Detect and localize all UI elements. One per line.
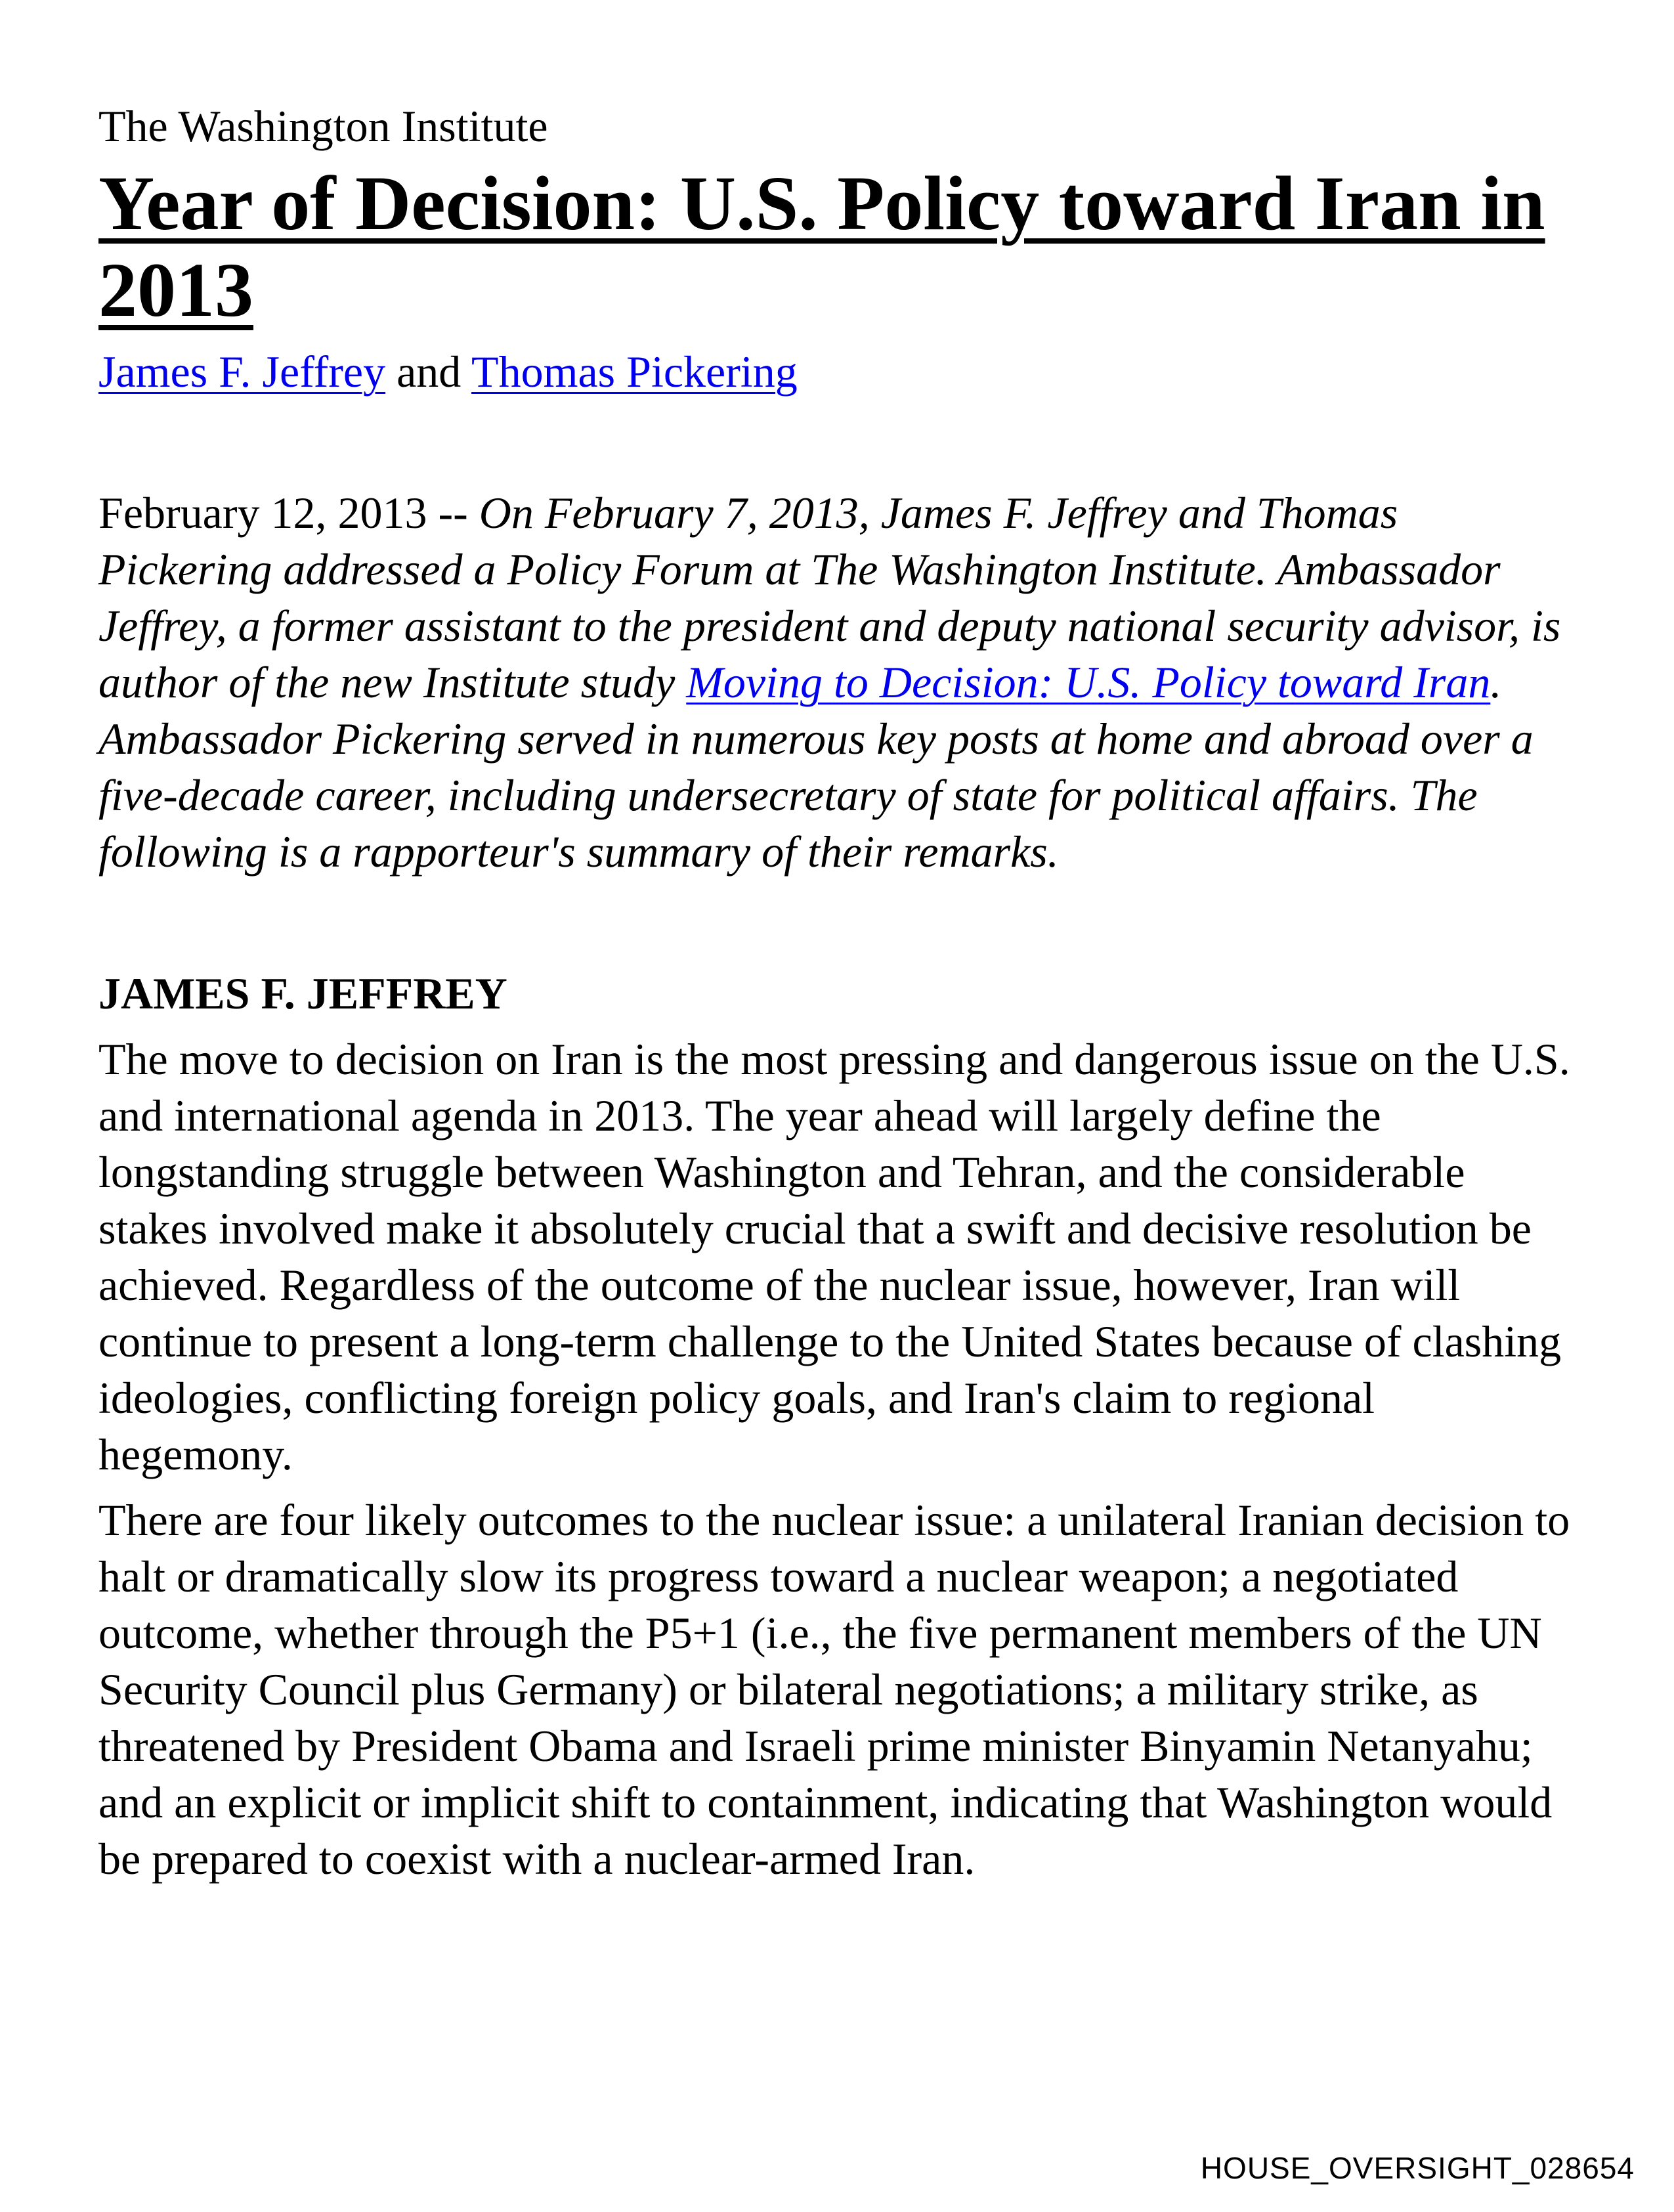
organization-name: The Washington Institute <box>98 101 548 151</box>
intro-text-part2: . Ambassador Pickering served in numerous key posts at home and abroad over a five-decade career, including undersecretary of state for political affairs. The following is a rapporteur's summary of their remarks. <box>98 657 1534 877</box>
intro-text-part1: On February 7, 2013, James F. Jeffrey and Thomas Pickering addressed a Policy Forum at The Washington Institute. Ambassador Jeffrey, a former assistant to the president and deputy national security advisor, is author of the new Institute study <box>98 488 1561 707</box>
study-link[interactable]: Moving to Decision: U.S. Policy toward Iran <box>686 657 1491 707</box>
document-page <box>98 98 1576 1887</box>
intro-paragraph <box>98 485 1576 880</box>
author-link-jeffrey[interactable]: James F. Jeffrey <box>98 347 386 397</box>
body-paragraph: There are four likely outcomes to the nuclear issue: a unilateral Iranian decision to halt or dramatically slow its progress toward a nuclear weapon; a negotiated outcome, whether through the P5+1 (i.e., the five permanent members of the UN Security Council plus Germany) or bilateral negotiations; a military strike, as threatened by President Obama and Israeli prime minister Binyamin Netanyahu; and an explicit or implicit shift to containment, indicating that Washington would be prepared to coexist with a nuclear-armed Iran. <box>98 1495 1570 1884</box>
article-title: Year of Decision: U.S. Policy toward Iran in 2013 <box>98 160 1545 333</box>
author-link-pickering[interactable]: Thomas Pickering <box>471 347 798 397</box>
byline-conjunction: and <box>385 347 472 397</box>
body-paragraph: The move to decision on Iran is the most pressing and dangerous issue on the U.S. and international agenda in 2013. The year ahead will largely define the longstanding struggle between Washington and Tehran, and the considerable stakes involved make it absolutely crucial that a swift and decisive resolution be achieved. Regardless of the outcome of the nuclear issue, however, Iran will continue to present a long-term challenge to the United States because of clashing ideologies, conflicting foreign policy goals, and Iran's claim to regional hegemony. <box>98 1034 1570 1479</box>
bates-number: HOUSE_OVERSIGHT_028654 <box>1200 2151 1635 2185</box>
intro-date: February 12, 2013 -- <box>98 488 479 538</box>
byline <box>98 344 1576 399</box>
speaker-heading: JAMES F. JEFFREY <box>98 968 507 1018</box>
